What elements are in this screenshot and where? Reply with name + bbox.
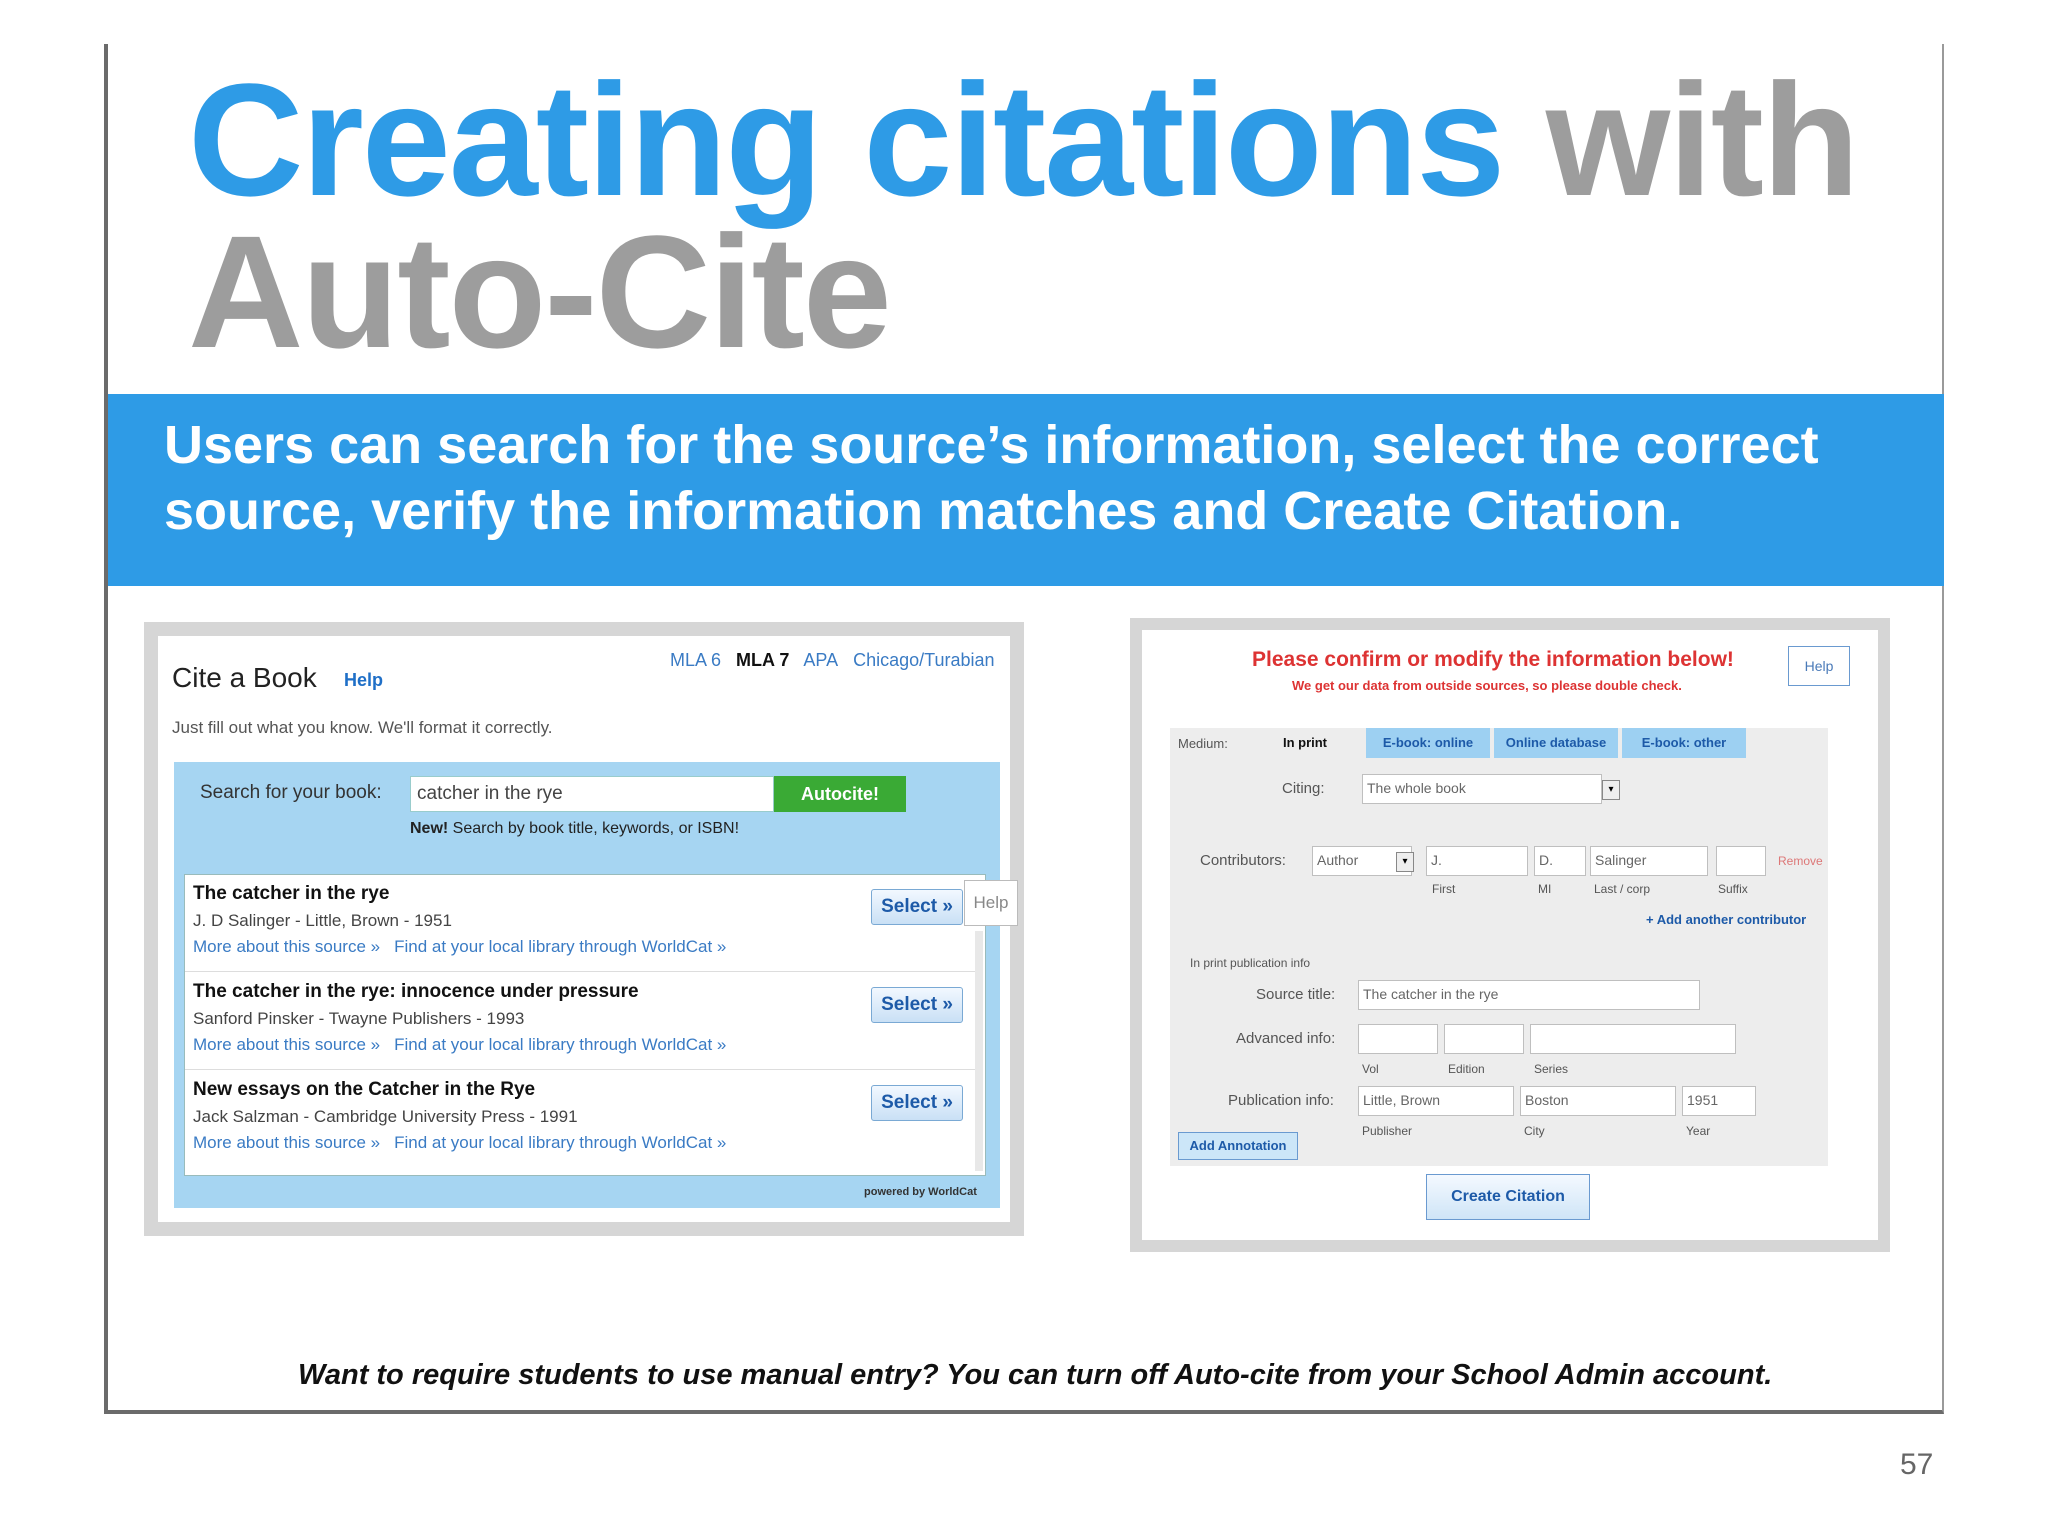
- edition-field[interactable]: [1444, 1024, 1524, 1054]
- last-label: Last / corp: [1594, 882, 1651, 896]
- city-label: City: [1524, 1124, 1545, 1138]
- search-hint-text: Search by book title, keywords, or ISBN!: [448, 820, 740, 837]
- cite-book-panel: [144, 622, 1024, 1236]
- footer-note: Want to require students to use manual entry? You can turn off Auto-cite from your School Admin account.: [298, 1359, 1773, 1391]
- help-link[interactable]: Help: [344, 670, 384, 690]
- chevron-down-icon[interactable]: ▾: [1602, 780, 1620, 800]
- citing-select[interactable]: The whole book: [1362, 774, 1602, 804]
- list-item: [185, 1071, 975, 1167]
- source-title-label: Source title:: [1256, 986, 1336, 1003]
- first-label: First: [1432, 882, 1456, 896]
- series-label: Series: [1534, 1062, 1569, 1076]
- select-button[interactable]: Select »: [871, 889, 963, 925]
- result-title: The catcher in the rye: innocence under pressure: [193, 981, 639, 1002]
- worldcat-link[interactable]: Find at your local library through WorldCat »: [394, 937, 727, 956]
- title-gray-part: with: [1503, 50, 1858, 229]
- search-area: [174, 762, 1009, 1208]
- first-name-field[interactable]: J.: [1426, 846, 1528, 876]
- worldcat-link[interactable]: Find at your local library through WorldCat »: [394, 1133, 727, 1152]
- banner-text: Users can search for the source’s information, select the correct source, verify the information matches and Create Citation.: [164, 415, 1819, 541]
- suffix-field[interactable]: [1716, 846, 1766, 876]
- autocite-button[interactable]: Autocite!: [774, 776, 906, 812]
- results-scrollbar[interactable]: [975, 931, 983, 1171]
- volume-field[interactable]: [1358, 1024, 1438, 1054]
- city-field[interactable]: Boston: [1520, 1086, 1676, 1116]
- search-hint: [410, 820, 739, 838]
- create-citation-button[interactable]: Create Citation: [1426, 1174, 1590, 1220]
- help-tab[interactable]: Help: [964, 880, 1018, 926]
- select-button[interactable]: Select »: [871, 987, 963, 1023]
- last-name-field[interactable]: Salinger: [1590, 846, 1708, 876]
- more-link[interactable]: More about this source »: [193, 1133, 381, 1152]
- help-button[interactable]: Help: [1788, 646, 1850, 686]
- style-mla6[interactable]: MLA 6: [670, 650, 722, 670]
- more-link[interactable]: More about this source »: [193, 1035, 381, 1054]
- cite-book-title: Cite a Book: [172, 662, 317, 693]
- year-label: Year: [1686, 1124, 1711, 1138]
- powered-by-worldcat: powered by WorldCat: [864, 1186, 977, 1198]
- confirm-subheading: We get our data from outside sources, so please double check.: [1292, 678, 1682, 693]
- publication-info-label: Publication info:: [1228, 1092, 1334, 1109]
- middle-initial-field[interactable]: D.: [1534, 846, 1586, 876]
- more-link[interactable]: More about this source »: [193, 937, 381, 956]
- title-blue-part: Creating citations: [188, 50, 1504, 229]
- advanced-info-label: Advanced info:: [1236, 1030, 1336, 1047]
- add-contributor-link[interactable]: + Add another contributor: [1646, 912, 1807, 927]
- series-field[interactable]: [1530, 1024, 1736, 1054]
- new-badge: New!: [410, 820, 449, 837]
- tab-ebook-other[interactable]: E-book: other: [1622, 728, 1746, 758]
- citing-label: Citing:: [1282, 780, 1325, 797]
- chevron-down-icon[interactable]: ▾: [1396, 852, 1414, 872]
- medium-label: Medium:: [1178, 736, 1228, 751]
- section-label: In print publication info: [1190, 956, 1311, 970]
- add-annotation-button[interactable]: Add Annotation: [1178, 1132, 1298, 1160]
- tab-in-print[interactable]: In print: [1260, 728, 1350, 758]
- worldcat-link[interactable]: Find at your local library through WorldCat »: [394, 1035, 727, 1054]
- contributors-label: Contributors:: [1200, 852, 1286, 869]
- tab-ebook-online[interactable]: E-book: online: [1366, 728, 1490, 758]
- list-item: [185, 875, 975, 972]
- result-title: The catcher in the rye: [193, 883, 390, 904]
- vol-label: Vol: [1362, 1062, 1379, 1076]
- page-number: 57: [1900, 1448, 1934, 1481]
- tab-online-database[interactable]: Online database: [1494, 728, 1618, 758]
- publisher-label: Publisher: [1362, 1124, 1413, 1138]
- source-title-field[interactable]: The catcher in the rye: [1358, 980, 1700, 1010]
- result-meta: J. D Salinger - Little, Brown - 1951: [193, 911, 452, 930]
- suffix-label: Suffix: [1718, 882, 1748, 896]
- confirm-panel: [1130, 618, 1890, 1252]
- edition-label: Edition: [1448, 1062, 1485, 1076]
- contributor-role-select[interactable]: Author: [1312, 846, 1412, 876]
- title-line2: Auto-Cite: [188, 202, 890, 381]
- publisher-field[interactable]: Little, Brown: [1358, 1086, 1514, 1116]
- list-item: [185, 973, 975, 1070]
- style-apa[interactable]: APA: [803, 650, 839, 670]
- year-field[interactable]: 1951: [1682, 1086, 1756, 1116]
- mi-label: MI: [1538, 882, 1552, 896]
- result-title: New essays on the Catcher in the Rye: [193, 1079, 536, 1100]
- slide-title: [188, 50, 1858, 381]
- citation-form: [1170, 728, 1828, 1166]
- select-button[interactable]: Select »: [871, 1085, 963, 1121]
- search-label: Search for your book:: [200, 782, 382, 803]
- style-mla7[interactable]: MLA 7: [736, 650, 790, 670]
- results-list: [184, 874, 986, 1176]
- remove-contributor-link[interactable]: Remove: [1778, 854, 1823, 868]
- confirm-heading: Please confirm or modify the information below!: [1252, 648, 1734, 671]
- style-chicago[interactable]: Chicago/Turabian: [853, 650, 995, 670]
- description-banner: [108, 394, 1944, 586]
- citation-style-selector: [670, 650, 1005, 671]
- book-search-input[interactable]: catcher in the rye: [410, 776, 774, 812]
- result-meta: Sanford Pinsker - Twayne Publishers - 1993: [193, 1009, 525, 1028]
- fill-note: Just fill out what you know. We'll format it correctly.: [172, 718, 553, 737]
- result-meta: Jack Salzman - Cambridge University Press - 1991: [193, 1107, 578, 1126]
